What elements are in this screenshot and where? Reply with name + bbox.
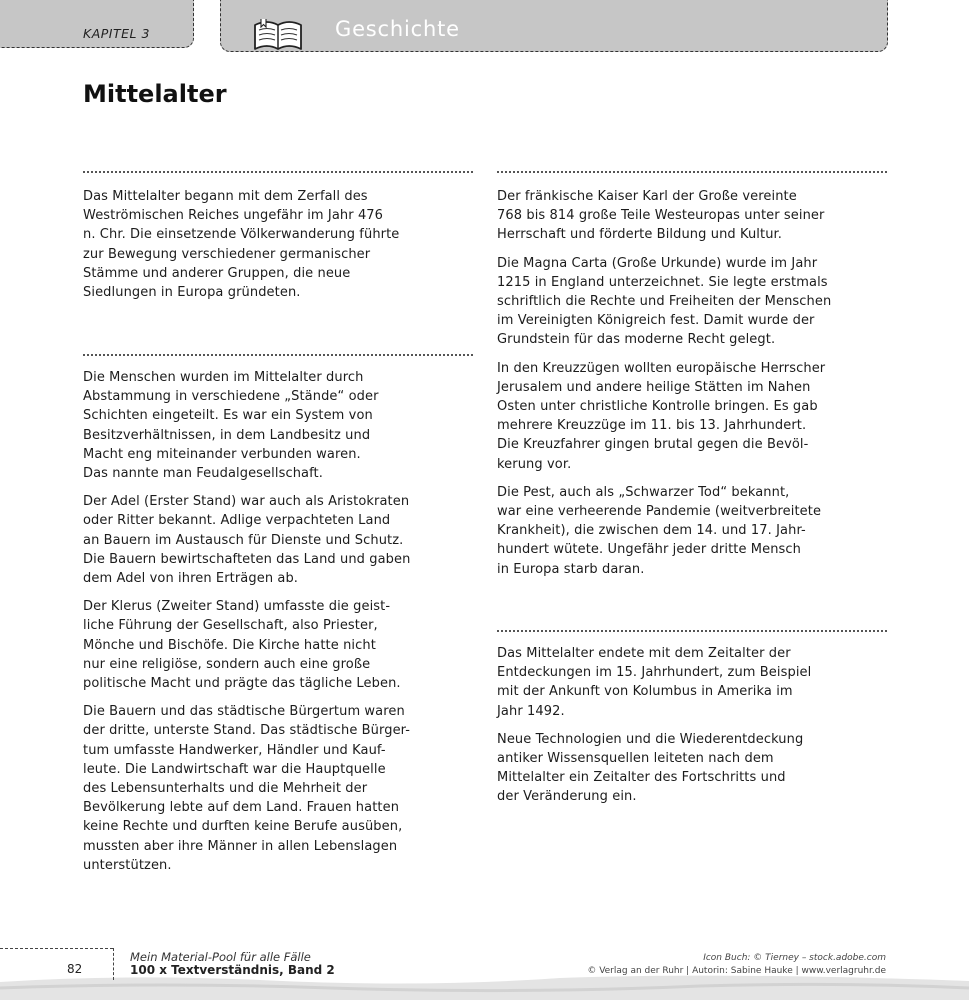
book-icon	[251, 15, 305, 55]
paragraph: Der Adel (Erster Stand) war auch als Aristokraten oder Ritter bekannt. Adlige verpachteten Land an Bauern im Austausch für Dienste und Schutz. Die Bauern bewirtschafteten das Land und gaben dem Adel von ihren Erträgen ab.	[83, 494, 411, 587]
paragraph: Der fränkische Kaiser Karl der Große vereinte 768 bis 814 große Teile Westeuropas unter seiner Herrschaft und förderte Bildung und Kultur.	[497, 189, 825, 243]
title-tab	[220, 0, 888, 52]
left-column-block-1	[83, 187, 483, 311]
book-title: 100 x Textverständnis, Band 2	[130, 963, 335, 977]
paragraph: Das Mittelalter endete mit dem Zeitalter der Entdeckungen im 15. Jahrhundert, zum Beispiel mit der Ankunft von Kolumbus in Amerika im Jahr 1492.	[497, 646, 812, 719]
divider	[497, 171, 887, 173]
series-title: Mein Material-Pool für alle Fälle	[130, 950, 311, 964]
paragraph: Neue Technologien und die Wiederentdeckung antiker Wissensquellen leiteten nach dem Mittelalter ein Zeitalter des Fortschritts und der Veränderung ein.	[497, 731, 804, 805]
footer-dashed-divider	[113, 948, 114, 980]
chapter-label: KAPITEL 3	[83, 26, 150, 41]
right-column-block-1	[497, 187, 907, 588]
chapter-title: Geschichte	[335, 17, 460, 41]
paragraph: In den Kreuzzügen wollten europäische Herrscher Jerusalem und andere heilige Stätten im Nahen Osten unter christliche Kontrolle bringen. Es gab mehrere Kreuzzüge im 11. bis 13. Jahrhundert. Die Kreuzfahrer gingen brutal gegen die Bevöl- kerung vor.	[497, 360, 826, 472]
divider	[83, 354, 473, 356]
left-column-block-2	[83, 368, 483, 884]
icon-credit: Icon Buch: © Tierney – stock.adobe.com	[703, 953, 886, 963]
paragraph: Die Menschen wurden im Mittelalter durch Abstammung in verschiedene „Stände“ oder Schichten eingeteilt. Es war ein System von Besitzverhältnissen, in dem Landbesitz und Macht eng miteinander verbunden waren. Das nannte man Feudalgesellschaft.	[83, 370, 379, 482]
paragraph: Das Mittelalter begann mit dem Zerfall des Weströmischen Reiches ungefähr im Jahr 476 n. Chr. Die einsetzende Völkerwanderung führte zur Bewegung verschiedener germanischer Stämme und anderer Gruppen, die neue Siedlungen in Europa gründeten.	[83, 189, 400, 301]
right-column-block-2	[497, 644, 907, 816]
paragraph: Der Klerus (Zweiter Stand) umfasste die geist- liche Führung der Gesellschaft, also Priester, Mönche und Bischöfe. Die Kirche hatte nicht nur eine religiöse, sondern auch eine große politische Macht und prägte das tägliche Leben.	[83, 599, 401, 692]
page-number: 82	[67, 962, 83, 976]
paragraph: Die Magna Carta (Große Urkunde) wurde im Jahr 1215 in England unterzeichnet. Sie legte erstmals schriftlich die Rechte und Freiheiten der Menschen im Vereinigten Königreich fest. Damit wurde der Grundstein für das moderne Recht gelegt.	[497, 255, 832, 348]
footer-dashed-line	[0, 948, 113, 949]
page-heading: Mittelalter	[83, 80, 227, 108]
divider	[497, 630, 887, 632]
chapter-tab	[0, 0, 194, 48]
publisher-credit: © Verlag an der Ruhr | Autorin: Sabine Hauke | www.verlagruhr.de	[587, 966, 886, 976]
divider	[83, 171, 473, 173]
paragraph: Die Bauern und das städtische Bürgertum waren der dritte, unterste Stand. Das städtische Bürger- tum umfasste Handwerker, Händler und Kauf- leute. Die Landwirtschaft war die Hauptquelle des Lebensunterhalts und die Mehrheit der Bevölkerung lebte auf dem Land. Frauen hatten keine Rechte und durften keine Berufe ausüben, mussten aber ihre Männer in allen Lebenslagen unterstützen.	[83, 704, 411, 873]
paragraph: Die Pest, auch als „Schwarzer Tod“ bekannt, war eine verheerende Pandemie (weitverbreitete Krankheit), die zwischen dem 14. und 17. Jahr- hundert wütete. Ungefähr jeder dritte Mensch in Europa starb daran.	[497, 484, 822, 577]
